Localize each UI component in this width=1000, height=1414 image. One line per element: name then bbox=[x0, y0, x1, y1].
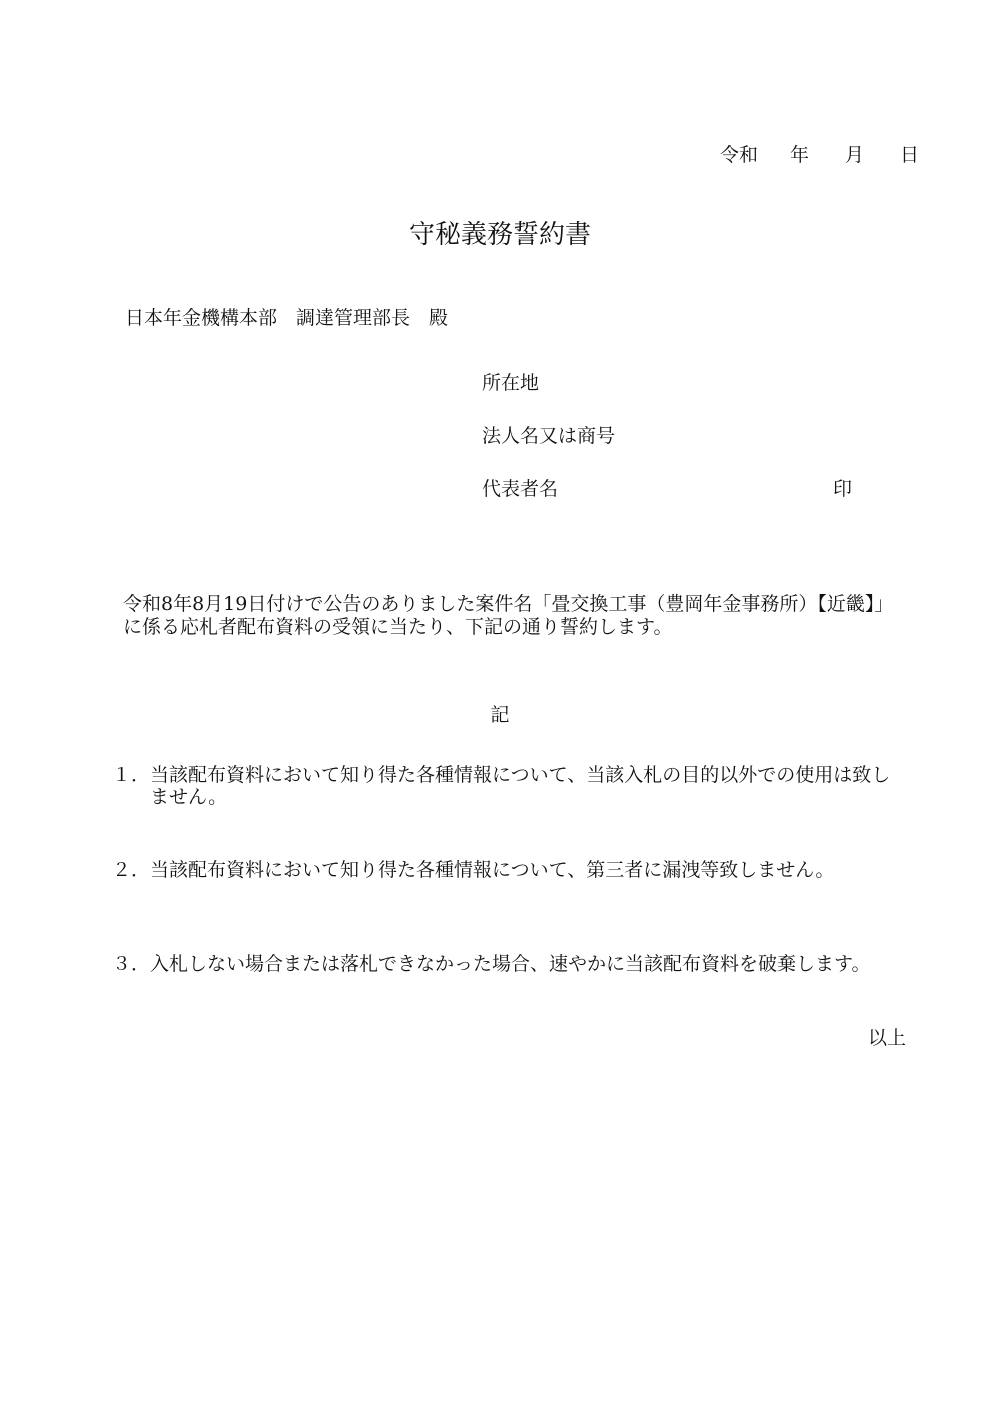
clause-number: １． bbox=[112, 764, 151, 786]
location-label: 所在地 bbox=[482, 372, 540, 394]
date-month-label: 月 bbox=[845, 144, 865, 166]
date-day-label: 日 bbox=[900, 144, 920, 166]
date-line bbox=[720, 144, 919, 166]
clause-item bbox=[112, 764, 902, 808]
intro-paragraph: 令和8年8月19日付けで公告のありました案件名「畳交換工事（豊岡年金事務所）【近畿】」に係る応札者配布資料の受領に当たり、下記の通り誓約します。 bbox=[123, 593, 884, 638]
ki-heading: 記 bbox=[490, 704, 510, 726]
addressee: 日本年金機構本部 調達管理部長 殿 bbox=[125, 307, 449, 329]
seal-label: 印 bbox=[833, 478, 853, 500]
document-title: 守秘義務誓約書 bbox=[408, 220, 591, 250]
clause-text: 当該配布資料において知り得た各種情報について、第三者に漏洩等致しません。 bbox=[150, 859, 835, 881]
clause-text: 当該配布資料において知り得た各種情報について、当該入札の目的以外での使用は致しません。 bbox=[150, 764, 891, 808]
date-era: 令和 bbox=[720, 144, 759, 166]
clause-item bbox=[112, 953, 902, 975]
clause-number: ２． bbox=[112, 859, 151, 881]
date-year-label: 年 bbox=[790, 144, 810, 166]
representative-label: 代表者名 bbox=[482, 478, 559, 500]
clause-item bbox=[112, 859, 902, 881]
clause-number: ３． bbox=[112, 953, 151, 975]
clause-text: 入札しない場合または落札できなかった場合、速やかに当該配布資料を破棄します。 bbox=[150, 953, 871, 975]
corporate-name-label: 法人名又は商号 bbox=[482, 425, 616, 447]
closing-remark: 以上 bbox=[868, 1027, 907, 1049]
